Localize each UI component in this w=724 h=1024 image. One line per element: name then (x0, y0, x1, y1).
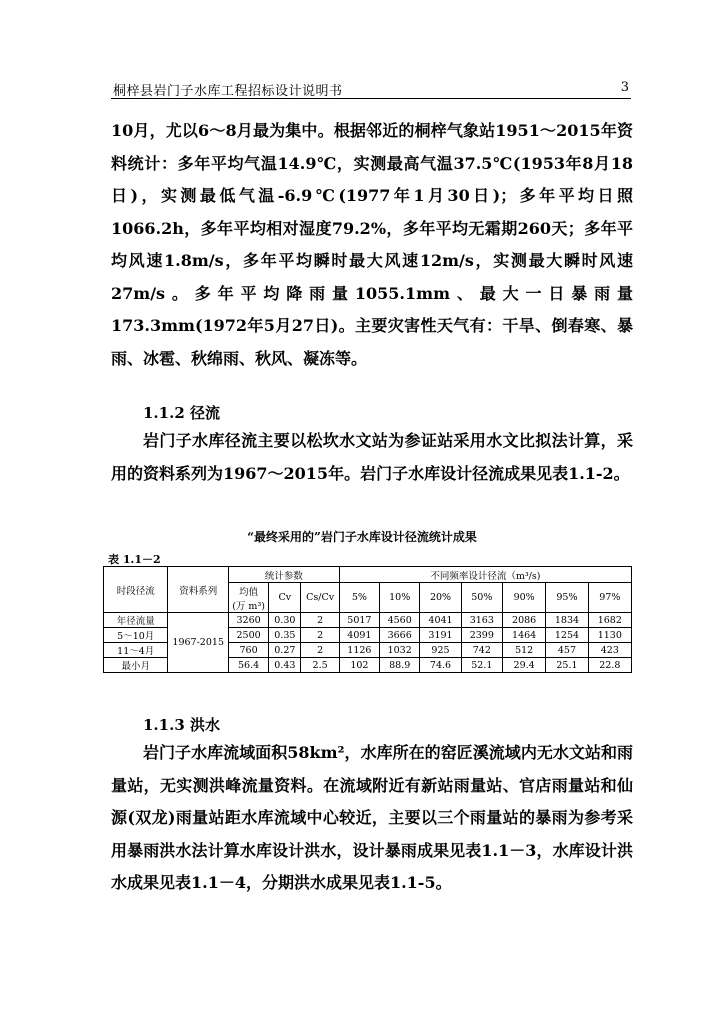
header-mean (228, 583, 268, 613)
header-freq: 97% (588, 583, 631, 613)
header-freq: 50% (461, 583, 502, 613)
header-freq: 10% (380, 583, 420, 613)
cell-value: 1464 (502, 628, 545, 643)
cell-value: 102 (339, 658, 379, 673)
cell-value: 1126 (339, 643, 379, 658)
header-cv: Cv (269, 583, 301, 613)
cell-value: 1130 (588, 628, 631, 643)
cell-mean: 760 (228, 643, 268, 658)
cell-value: 3191 (420, 628, 461, 643)
cell-value: 22.8 (588, 658, 631, 673)
table-number: 表 1.1－2 (108, 553, 161, 566)
cell-mean: 2500 (228, 628, 268, 643)
table-header-row-1 (104, 567, 632, 583)
header-freq-group: 不同频率设计径流（m³/s) (339, 567, 631, 583)
cell-value: 3666 (380, 628, 420, 643)
cell-value: 1254 (546, 628, 588, 643)
cell-value: 74.6 (420, 658, 461, 673)
runoff-text: 岩门子水库径流主要以松坎水文站为参证站采用水文比拟法计算，采用的资料系列为1967～2015年。岩门子水库设计径流成果见表1.1-2。 (111, 431, 633, 483)
cell-value: 457 (546, 643, 588, 658)
cell-value: 742 (461, 643, 502, 658)
cell-mean: 3260 (228, 613, 268, 628)
flood-text: 岩门子水库流域面积58km²，水库所在的窑匠溪流域内无水文站和雨量站，无实测洪峰流量资料。在流域附近有新站雨量站、官店雨量站和仙源(双龙)雨量站距水库流域中心较近，主要以三个雨量站的暴雨为参考采用暴雨洪水法计算水库设计洪水，设计暴雨成果见表1.1－3，水库设计洪水成果见表1.1－4，分期洪水成果见表1.1-5。 (111, 743, 633, 892)
header-freq: 90% (502, 583, 545, 613)
cell-period: 最小月 (104, 658, 168, 673)
header-mean-line1: 均值 (239, 586, 259, 598)
cell-value: 3163 (461, 613, 502, 628)
flood-paragraph (111, 737, 633, 900)
cell-value: 4560 (380, 613, 420, 628)
runoff-paragraph (111, 425, 633, 490)
cell-period: 年径流量 (104, 613, 168, 628)
cell-value: 1032 (380, 643, 420, 658)
section-heading-runoff: 1.1.2 径流 (143, 404, 220, 422)
cell-cv: 0.27 (269, 643, 301, 658)
cell-cscv: 2.5 (301, 658, 339, 673)
cell-cv: 0.43 (269, 658, 301, 673)
page-number: 3 (620, 80, 629, 95)
header-freq: 5% (339, 583, 379, 613)
table-caption: “最终采用的”岩门子水库设计径流统计成果 (247, 530, 477, 544)
cell-value: 1834 (546, 613, 588, 628)
cell-value: 25.1 (546, 658, 588, 673)
cell-value: 52.1 (461, 658, 502, 673)
runoff-table (103, 566, 632, 673)
cell-value: 4041 (420, 613, 461, 628)
header-freq: 95% (546, 583, 588, 613)
cell-period: 5～10月 (104, 628, 168, 643)
cell-cscv: 2 (301, 643, 339, 658)
cell-cv: 0.30 (269, 613, 301, 628)
cell-value: 4091 (339, 628, 379, 643)
header-freq: 20% (420, 583, 461, 613)
cell-value: 88.9 (380, 658, 420, 673)
cell-cscv: 2 (301, 628, 339, 643)
cell-value: 2086 (502, 613, 545, 628)
table-row (104, 613, 632, 628)
header-period: 时段径流 (104, 567, 168, 613)
page-header (111, 78, 631, 99)
header-mean-line2: (万 m³) (232, 600, 265, 612)
cell-value: 423 (588, 643, 631, 658)
cell-value: 2399 (461, 628, 502, 643)
section-heading-flood: 1.1.3 洪水 (143, 716, 220, 734)
cell-series: 1967-2015 (168, 613, 228, 673)
climate-paragraph (111, 115, 633, 375)
cell-mean: 56.4 (228, 658, 268, 673)
cell-period: 11～4月 (104, 643, 168, 658)
header-title: 桐梓县岩门子水库工程招标设计说明书 (113, 84, 343, 99)
header-stats-group: 统计参数 (228, 567, 339, 583)
cell-cv: 0.35 (269, 628, 301, 643)
cell-value: 5017 (339, 613, 379, 628)
cell-value: 1682 (588, 613, 631, 628)
header-cscv: Cs/Cv (301, 583, 339, 613)
cell-value: 925 (420, 643, 461, 658)
cell-cscv: 2 (301, 613, 339, 628)
climate-text: 10月，尤以6～8月最为集中。根据邻近的桐梓气象站1951～2015年资料统计：多年平均气温14.9℃，实测最高气温37.5℃(1953年8月18日)，实测最低气温-6.9℃(1977年1月30日)；多年平均日照1066.2h，多年平均相对湿度79.2%，多年平均无霜期260天；多年平均风速1.8m/s，多年平均瞬时最大风速12m/s，实测最大瞬时风速27m/s。多年平均降雨量1055.1mm、最大一日暴雨量173.3mm(1972年5月27日)。主要灾害性天气有：干旱、倒春寒、暴雨、冰雹、秋绵雨、秋风、凝冻等。 (111, 121, 633, 368)
cell-value: 29.4 (502, 658, 545, 673)
header-series: 资料系列 (168, 567, 228, 613)
cell-value: 512 (502, 643, 545, 658)
